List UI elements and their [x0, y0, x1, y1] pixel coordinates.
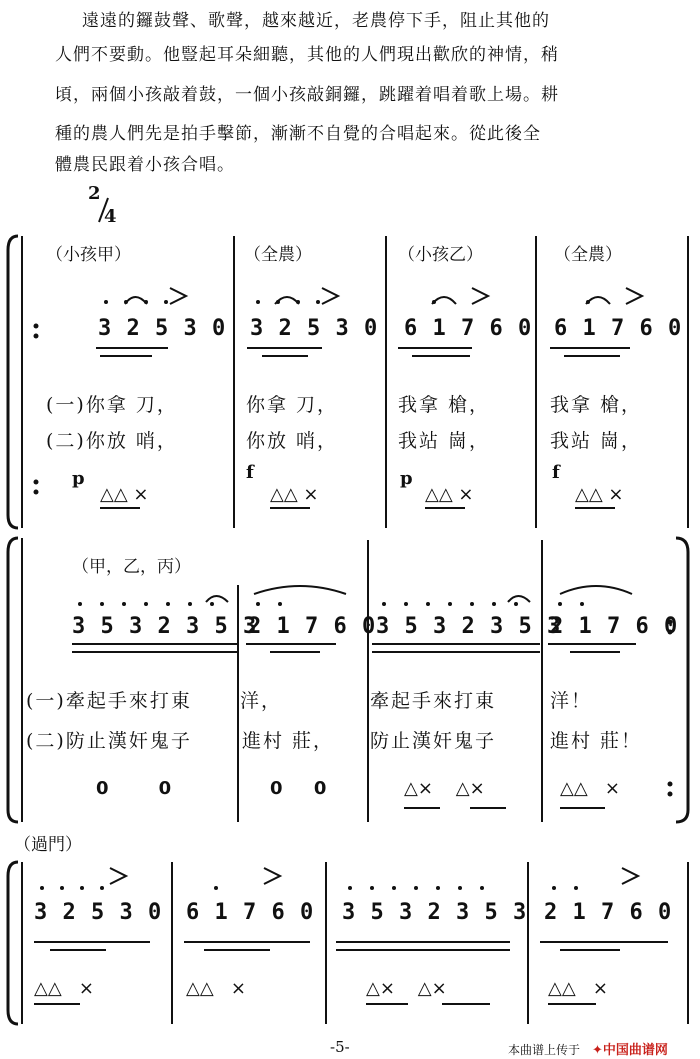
- dynamic-marking: p: [72, 468, 85, 489]
- percussion-line: △△ ×: [548, 978, 608, 999]
- lyric-verse-2: (二)防止漢奸鬼子: [26, 730, 192, 752]
- time-signature-top: 2: [88, 183, 101, 204]
- notes: 3 5 3 2 3 5 3: [72, 614, 258, 639]
- percussion-line: 0 0: [270, 778, 327, 799]
- notes: 3 5 3 2 3 5 3: [376, 614, 562, 639]
- intro-line: 種的農人們先是拍手擊節，漸漸不自覺的合唱起來。從此後全: [55, 124, 541, 144]
- page-number: -5-: [330, 1038, 350, 1056]
- notes: 2 1 7 6 0: [550, 614, 679, 639]
- intro-line: 遠遠的鑼鼓聲、歌聲，越來越近，老農停下手，阻止其他的: [82, 11, 550, 31]
- lyric-verse-2: 我站 崗，: [550, 430, 643, 452]
- lyric-verse-1: 洋，: [240, 690, 283, 712]
- part-label: （全農）: [244, 245, 312, 265]
- part-label: （全農）: [554, 245, 622, 265]
- dynamic-marking: p: [400, 468, 413, 489]
- upload-note: 本曲谱上传于: [508, 1043, 581, 1057]
- percussion-line: △△ ×: [560, 778, 620, 799]
- intro-line: 體農民跟着小孩合唱。: [55, 155, 235, 175]
- percussion-line: △△ ×: [100, 484, 149, 505]
- part-label: （小孩乙）: [398, 245, 483, 265]
- lyric-verse-2: 進村 莊！: [550, 730, 643, 752]
- dynamic-marking: f: [552, 462, 560, 483]
- lyric-verse-2: 我站 崗，: [398, 430, 491, 452]
- watermark-logo[interactable]: [592, 1039, 668, 1058]
- lyric-verse-1: 牽起手來打東: [370, 690, 497, 712]
- lyric-verse-1: (一)你拿 刀，: [46, 394, 178, 416]
- part-label: （小孩甲）: [46, 245, 131, 265]
- time-signature-bottom: 4: [104, 206, 117, 227]
- notes: 2 1 7 6 0: [248, 614, 377, 639]
- notes: 3 2 5 3 0: [250, 316, 379, 341]
- intro-line: 頃，兩個小孩敲着鼓，一個小孩敲銅鑼，跳躍着唱着歌上場。耕: [55, 85, 559, 105]
- intro-line: 人們不要動。他豎起耳朵細聽，其他的人們現出歡欣的神情，稍: [55, 45, 559, 65]
- percussion-line: 0 0: [96, 778, 172, 799]
- percussion-line: △△ ×: [575, 484, 624, 505]
- lyric-verse-1: 洋！: [550, 690, 593, 712]
- notes: 3 2 5 3 0: [98, 316, 227, 341]
- notes: 6 1 7 6 0: [554, 316, 683, 341]
- part-label: （過門）: [14, 835, 82, 855]
- lyric-verse-2: (二)你放 哨，: [46, 430, 178, 452]
- lyric-verse-2: 你放 哨，: [246, 430, 339, 452]
- notes: 2 1 7 6 0: [544, 900, 673, 925]
- percussion-line: △△ ×: [34, 978, 94, 999]
- notes: 6 1 7 6 0: [404, 316, 533, 341]
- percussion-line: △△ ×: [186, 978, 246, 999]
- lyric-verse-2: 進村 莊，: [242, 730, 335, 752]
- lyric-verse-1: (一)牽起手來打東: [26, 690, 192, 712]
- percussion-line: △× △×: [366, 978, 447, 999]
- percussion-line: △× △×: [404, 778, 485, 799]
- lyric-verse-1: 我拿 槍，: [398, 394, 491, 416]
- percussion-line: △△ ×: [270, 484, 319, 505]
- notes: 6 1 7 6 0: [186, 900, 315, 925]
- site-name: 中国曲谱网: [602, 1043, 668, 1058]
- notes: 3 5 3 2 3 5 3: [342, 900, 528, 925]
- lyric-verse-2: 防止漢奸鬼子: [370, 730, 497, 752]
- watermark-icon: ✦: [592, 1043, 603, 1058]
- lyric-verse-1: 我拿 槍，: [550, 394, 643, 416]
- percussion-line: △△ ×: [425, 484, 474, 505]
- notes: 3 2 5 3 0: [34, 900, 163, 925]
- lyric-verse-1: 你拿 刀，: [246, 394, 339, 416]
- dynamic-marking: f: [246, 462, 254, 483]
- part-label: （甲，乙，丙）: [72, 557, 191, 577]
